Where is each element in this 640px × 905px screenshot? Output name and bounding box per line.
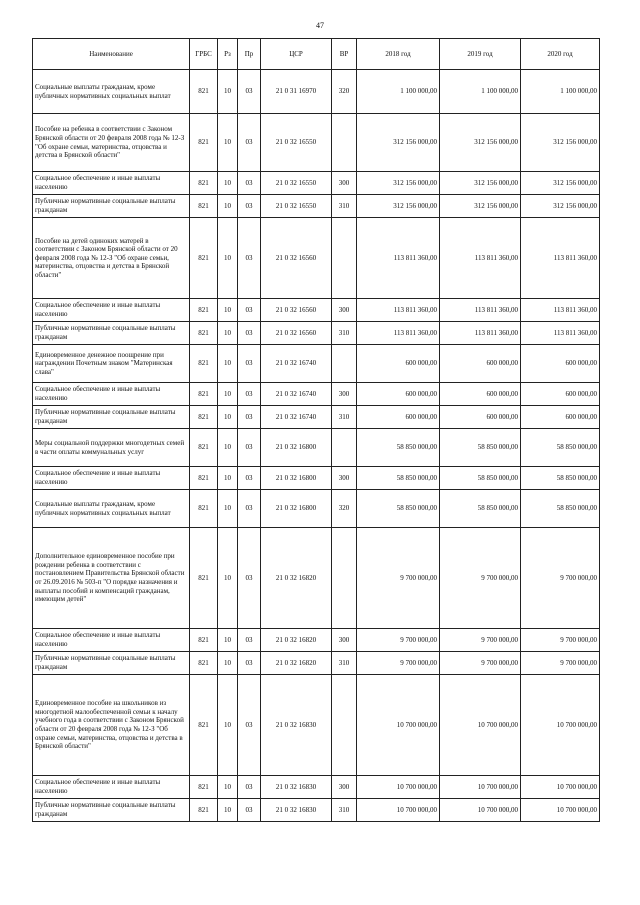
cell-2019: 10 700 000,00 (440, 776, 521, 799)
cell-pr: 03 (238, 629, 261, 652)
cell-pr: 03 (238, 467, 261, 490)
cell-grbs: 821 (190, 218, 218, 299)
cell-rz: 10 (218, 70, 238, 114)
cell-vr: 300 (332, 172, 357, 195)
cell-pr: 03 (238, 383, 261, 406)
cell-2019: 10 700 000,00 (440, 799, 521, 822)
cell-rz: 10 (218, 629, 238, 652)
cell-csr: 21 0 32 16740 (261, 345, 332, 383)
cell-grbs: 821 (190, 652, 218, 675)
cell-grbs: 821 (190, 70, 218, 114)
cell-grbs: 821 (190, 383, 218, 406)
cell-pr: 03 (238, 172, 261, 195)
cell-csr: 21 0 32 16560 (261, 322, 332, 345)
cell-2020: 600 000,00 (521, 345, 600, 383)
cell-2019: 312 156 000,00 (440, 114, 521, 172)
cell-grbs: 821 (190, 299, 218, 322)
cell-csr: 21 0 32 16550 (261, 195, 332, 218)
cell-name: Социальное обеспечение и иные выплаты населению (33, 383, 190, 406)
cell-name: Публичные нормативные социальные выплаты гражданам (33, 322, 190, 345)
cell-name: Единовременное денежное поощрение при награждении Почетным знаком "Материнская слава" (33, 345, 190, 383)
cell-2019: 113 811 360,00 (440, 299, 521, 322)
cell-name: Публичные нормативные социальные выплаты гражданам (33, 799, 190, 822)
cell-rz: 10 (218, 383, 238, 406)
cell-2018: 600 000,00 (357, 345, 440, 383)
cell-2018: 600 000,00 (357, 406, 440, 429)
cell-grbs: 821 (190, 675, 218, 776)
cell-csr: 21 0 32 16740 (261, 383, 332, 406)
table-row (33, 299, 600, 322)
cell-2020: 312 156 000,00 (521, 172, 600, 195)
cell-rz: 10 (218, 429, 238, 467)
cell-2020: 58 850 000,00 (521, 490, 600, 528)
table-row (33, 799, 600, 822)
cell-grbs: 821 (190, 429, 218, 467)
cell-rz: 10 (218, 675, 238, 776)
cell-2019: 1 100 000,00 (440, 70, 521, 114)
cell-2020: 10 700 000,00 (521, 675, 600, 776)
cell-2020: 600 000,00 (521, 383, 600, 406)
cell-2020: 9 700 000,00 (521, 652, 600, 675)
cell-grbs: 821 (190, 490, 218, 528)
cell-name: Единовременное пособие на школьников из многодетной малообеспеченной семьи к началу учебного года в соответствии с Законом Брянской области от 20 февраля 2008 года № 12-З "Об охране семьи, материнства, отцовства и детства в Брянской области" (33, 675, 190, 776)
cell-grbs: 821 (190, 172, 218, 195)
header-grbs: ГРБС (190, 39, 218, 70)
cell-name: Дополнительное единовременное пособие при рождении ребенка в соответствии с постановлением Правительства Брянской области от 26.09.2016 № 503-п "О порядке назначения и выплаты пособий и компенсаций гражданам, имеющим детей" (33, 528, 190, 629)
table-header-row (33, 39, 600, 70)
cell-csr: 21 0 32 16550 (261, 172, 332, 195)
cell-csr: 21 0 32 16830 (261, 776, 332, 799)
cell-rz: 10 (218, 114, 238, 172)
cell-2019: 58 850 000,00 (440, 429, 521, 467)
cell-pr: 03 (238, 299, 261, 322)
cell-grbs: 821 (190, 195, 218, 218)
cell-csr: 21 0 32 16560 (261, 299, 332, 322)
cell-2020: 600 000,00 (521, 406, 600, 429)
cell-csr: 21 0 32 16800 (261, 467, 332, 490)
cell-rz: 10 (218, 172, 238, 195)
cell-2020: 312 156 000,00 (521, 114, 600, 172)
cell-csr: 21 0 32 16820 (261, 528, 332, 629)
cell-name: Публичные нормативные социальные выплаты гражданам (33, 652, 190, 675)
budget-table (32, 38, 600, 822)
cell-2019: 312 156 000,00 (440, 195, 521, 218)
cell-2020: 9 700 000,00 (521, 528, 600, 629)
cell-name: Пособие на детей одиноких матерей в соответствии с Законом Брянской области от 20 февраля 2008 года № 12-З "Об охране семьи, материнства, отцовства и детства в Брянской области" (33, 218, 190, 299)
cell-csr: 21 0 32 16800 (261, 490, 332, 528)
cell-pr: 03 (238, 322, 261, 345)
table-row (33, 195, 600, 218)
cell-rz: 10 (218, 322, 238, 345)
cell-vr: 300 (332, 467, 357, 490)
cell-2019: 600 000,00 (440, 383, 521, 406)
cell-2018: 58 850 000,00 (357, 429, 440, 467)
cell-2018: 312 156 000,00 (357, 114, 440, 172)
header-csr: ЦСР (261, 39, 332, 70)
cell-pr: 03 (238, 70, 261, 114)
cell-vr: 310 (332, 652, 357, 675)
cell-2019: 10 700 000,00 (440, 675, 521, 776)
cell-2020: 113 811 360,00 (521, 218, 600, 299)
cell-name: Пособие на ребенка в соответствии с Законом Брянской области от 20 февраля 2008 года № 12-З "Об охране семьи, материнства, отцовства и детства в Брянской области" (33, 114, 190, 172)
cell-2020: 58 850 000,00 (521, 429, 600, 467)
cell-vr (332, 114, 357, 172)
cell-vr: 300 (332, 383, 357, 406)
cell-grbs: 821 (190, 799, 218, 822)
cell-csr: 21 0 32 16800 (261, 429, 332, 467)
cell-vr (332, 528, 357, 629)
cell-2020: 113 811 360,00 (521, 322, 600, 345)
cell-name: Социальное обеспечение и иные выплаты населению (33, 467, 190, 490)
cell-2020: 58 850 000,00 (521, 467, 600, 490)
cell-pr: 03 (238, 675, 261, 776)
table-row (33, 629, 600, 652)
cell-pr: 03 (238, 195, 261, 218)
cell-csr: 21 0 32 16820 (261, 629, 332, 652)
cell-pr: 03 (238, 528, 261, 629)
cell-2018: 9 700 000,00 (357, 528, 440, 629)
cell-vr: 300 (332, 776, 357, 799)
cell-name: Публичные нормативные социальные выплаты гражданам (33, 195, 190, 218)
table-row (33, 652, 600, 675)
cell-rz: 10 (218, 528, 238, 629)
table-row (33, 429, 600, 467)
cell-vr: 310 (332, 195, 357, 218)
cell-pr: 03 (238, 114, 261, 172)
cell-grbs: 821 (190, 629, 218, 652)
cell-pr: 03 (238, 345, 261, 383)
cell-name: Социальное обеспечение и иные выплаты населению (33, 172, 190, 195)
cell-name: Социальное обеспечение и иные выплаты населению (33, 299, 190, 322)
cell-2019: 9 700 000,00 (440, 528, 521, 629)
cell-grbs: 821 (190, 406, 218, 429)
cell-vr (332, 345, 357, 383)
table-row (33, 776, 600, 799)
cell-2019: 58 850 000,00 (440, 490, 521, 528)
cell-name: Социальное обеспечение и иные выплаты населению (33, 776, 190, 799)
cell-csr: 21 0 32 16820 (261, 652, 332, 675)
table-body (33, 70, 600, 822)
cell-pr: 03 (238, 652, 261, 675)
cell-rz: 10 (218, 776, 238, 799)
cell-2018: 10 700 000,00 (357, 776, 440, 799)
cell-2019: 600 000,00 (440, 406, 521, 429)
cell-vr (332, 218, 357, 299)
header-name: Наименование (33, 39, 190, 70)
cell-vr: 310 (332, 406, 357, 429)
cell-2018: 1 100 000,00 (357, 70, 440, 114)
cell-2020: 10 700 000,00 (521, 799, 600, 822)
cell-rz: 10 (218, 406, 238, 429)
table-row (33, 467, 600, 490)
cell-rz: 10 (218, 218, 238, 299)
cell-name: Меры социальной поддержки многодетных семей в части оплаты коммунальных услуг (33, 429, 190, 467)
cell-vr (332, 429, 357, 467)
cell-2019: 9 700 000,00 (440, 652, 521, 675)
header-vr: ВР (332, 39, 357, 70)
cell-2019: 312 156 000,00 (440, 172, 521, 195)
cell-vr (332, 675, 357, 776)
cell-2018: 113 811 360,00 (357, 218, 440, 299)
cell-name: Социальные выплаты гражданам, кроме публичных нормативных социальных выплат (33, 70, 190, 114)
table-row (33, 528, 600, 629)
cell-2020: 10 700 000,00 (521, 776, 600, 799)
cell-pr: 03 (238, 429, 261, 467)
cell-grbs: 821 (190, 528, 218, 629)
cell-vr: 320 (332, 70, 357, 114)
table-row (33, 490, 600, 528)
cell-name: Социальные выплаты гражданам, кроме публичных нормативных социальных выплат (33, 490, 190, 528)
cell-2019: 58 850 000,00 (440, 467, 521, 490)
cell-2018: 312 156 000,00 (357, 195, 440, 218)
cell-grbs: 821 (190, 114, 218, 172)
cell-grbs: 821 (190, 776, 218, 799)
cell-2019: 113 811 360,00 (440, 218, 521, 299)
cell-2018: 113 811 360,00 (357, 299, 440, 322)
cell-2020: 9 700 000,00 (521, 629, 600, 652)
cell-2018: 10 700 000,00 (357, 675, 440, 776)
cell-rz: 10 (218, 652, 238, 675)
cell-vr: 300 (332, 629, 357, 652)
cell-2018: 58 850 000,00 (357, 467, 440, 490)
cell-2018: 9 700 000,00 (357, 629, 440, 652)
cell-csr: 21 0 32 16740 (261, 406, 332, 429)
header-pr: Пр (238, 39, 261, 70)
cell-csr: 21 0 32 16550 (261, 114, 332, 172)
header-2020: 2020 год (521, 39, 600, 70)
cell-vr: 320 (332, 490, 357, 528)
table-row (33, 172, 600, 195)
table-row (33, 345, 600, 383)
cell-2018: 113 811 360,00 (357, 322, 440, 345)
cell-pr: 03 (238, 218, 261, 299)
cell-csr: 21 0 32 16560 (261, 218, 332, 299)
page-number: 47 (316, 21, 324, 30)
cell-csr: 21 0 31 16970 (261, 70, 332, 114)
cell-csr: 21 0 32 16830 (261, 799, 332, 822)
table-row (33, 322, 600, 345)
table-row (33, 406, 600, 429)
cell-pr: 03 (238, 406, 261, 429)
cell-grbs: 821 (190, 345, 218, 383)
cell-2020: 1 100 000,00 (521, 70, 600, 114)
cell-2018: 312 156 000,00 (357, 172, 440, 195)
cell-name: Публичные нормативные социальные выплаты гражданам (33, 406, 190, 429)
cell-rz: 10 (218, 345, 238, 383)
cell-2020: 312 156 000,00 (521, 195, 600, 218)
cell-pr: 03 (238, 490, 261, 528)
cell-2020: 113 811 360,00 (521, 299, 600, 322)
cell-csr: 21 0 32 16830 (261, 675, 332, 776)
cell-2019: 9 700 000,00 (440, 629, 521, 652)
cell-grbs: 821 (190, 467, 218, 490)
cell-rz: 10 (218, 467, 238, 490)
cell-pr: 03 (238, 776, 261, 799)
cell-name: Социальное обеспечение и иные выплаты населению (33, 629, 190, 652)
table-row (33, 218, 600, 299)
table-row (33, 675, 600, 776)
header-2019: 2019 год (440, 39, 521, 70)
header-2018: 2018 год (357, 39, 440, 70)
cell-vr: 300 (332, 299, 357, 322)
cell-pr: 03 (238, 799, 261, 822)
table-row (33, 114, 600, 172)
header-rz: Рз (218, 39, 238, 70)
table-row (33, 70, 600, 114)
cell-rz: 10 (218, 799, 238, 822)
cell-vr: 310 (332, 799, 357, 822)
cell-2018: 9 700 000,00 (357, 652, 440, 675)
cell-2018: 10 700 000,00 (357, 799, 440, 822)
cell-grbs: 821 (190, 322, 218, 345)
cell-rz: 10 (218, 195, 238, 218)
cell-2018: 600 000,00 (357, 383, 440, 406)
cell-2018: 58 850 000,00 (357, 490, 440, 528)
cell-rz: 10 (218, 490, 238, 528)
cell-2019: 600 000,00 (440, 345, 521, 383)
cell-rz: 10 (218, 299, 238, 322)
cell-2019: 113 811 360,00 (440, 322, 521, 345)
table-row (33, 383, 600, 406)
cell-vr: 310 (332, 322, 357, 345)
